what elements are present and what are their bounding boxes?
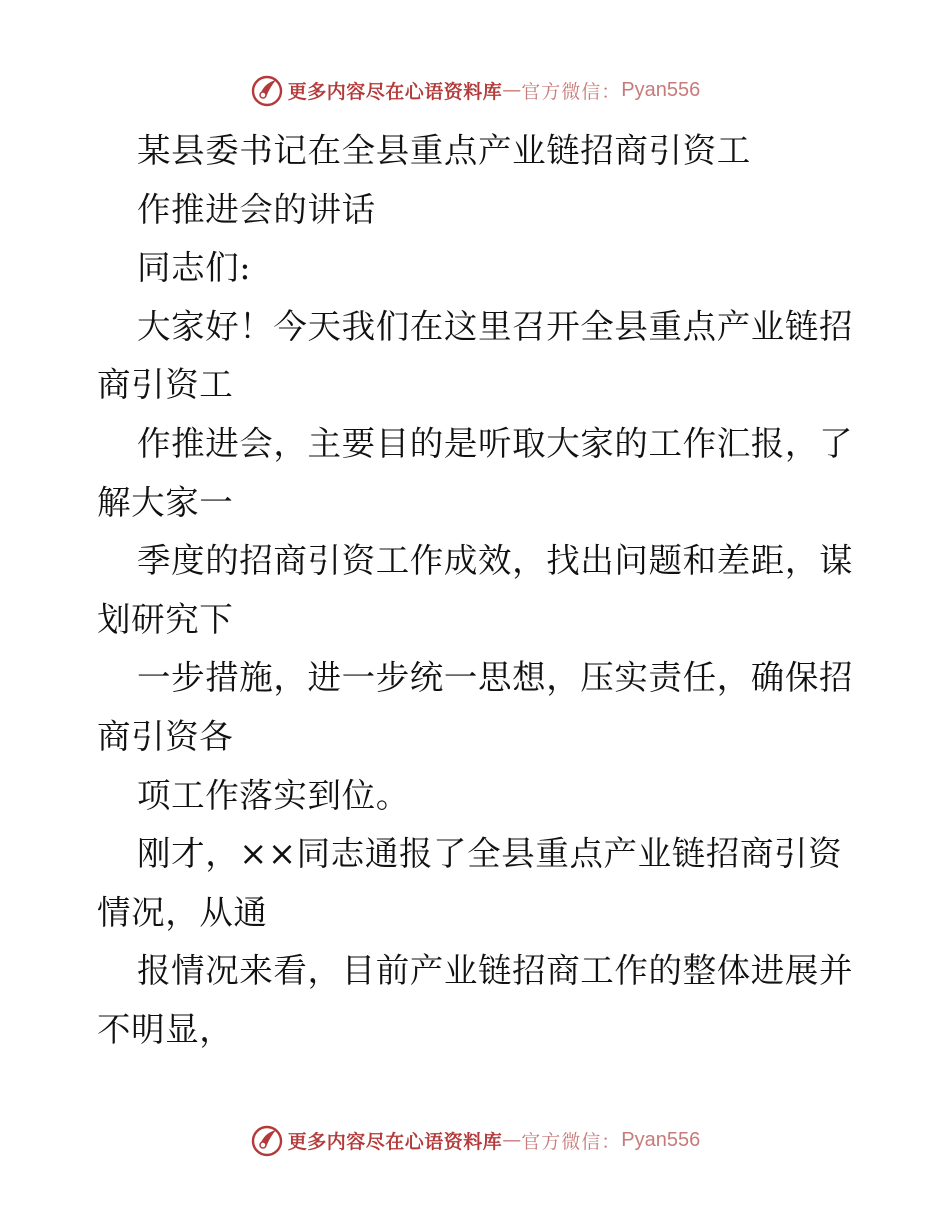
paragraph-line: 商引资各 xyxy=(97,716,234,756)
paragraph-line: 不明显， xyxy=(97,1009,234,1049)
title-line-2: 作推进会的讲话 xyxy=(137,189,376,229)
paragraph-line: 一步措施，进一步统一思想，压实责任，确保招 xyxy=(137,658,854,698)
paragraph-line: 刚才，××同志通报了全县重点产业链招商引资 xyxy=(137,834,843,874)
paragraph-line: 项工作落实到位。 xyxy=(137,775,410,815)
footer-wechat-id: Pyan556 xyxy=(621,1128,701,1151)
footer-wechat-label: 官方微信： xyxy=(521,1130,622,1153)
brand-logo-icon xyxy=(250,1123,284,1157)
paragraph-line: 报情况来看，目前产业链招商工作的整体进展并 xyxy=(137,951,854,991)
paragraph-line: 季度的招商引资工作成效，找出问题和差距，谋 xyxy=(137,541,854,581)
brand-logo-icon xyxy=(250,73,284,107)
header-promo-text: 更多内容尽在心语资料库 xyxy=(287,80,503,103)
footer-promo-text: 更多内容尽在心语资料库 xyxy=(287,1130,503,1153)
title-line-1: 某县委书记在全县重点产业链招商引资工 xyxy=(137,131,751,170)
paragraph-line: 大家好！今天我们在这里召开全县重点产业链招 xyxy=(137,306,854,346)
footer-banner xyxy=(0,1120,950,1160)
header-wechat-label: 官方微信： xyxy=(521,80,622,103)
salutation: 同志们: xyxy=(137,248,252,288)
paragraph-line: 情况，从通 xyxy=(97,892,268,932)
paragraph-line: 解大家一 xyxy=(97,482,234,522)
paragraph-line: 划研究下 xyxy=(97,599,234,639)
header-banner xyxy=(0,70,950,110)
document-body xyxy=(97,122,857,1060)
header-wechat-id: Pyan556 xyxy=(621,78,701,101)
paragraph-line: 商引资工 xyxy=(97,365,234,405)
footer-separator: — xyxy=(502,1129,522,1151)
header-separator: — xyxy=(502,79,522,101)
paragraph-line: 作推进会，主要目的是听取大家的工作汇报，了 xyxy=(137,423,854,463)
